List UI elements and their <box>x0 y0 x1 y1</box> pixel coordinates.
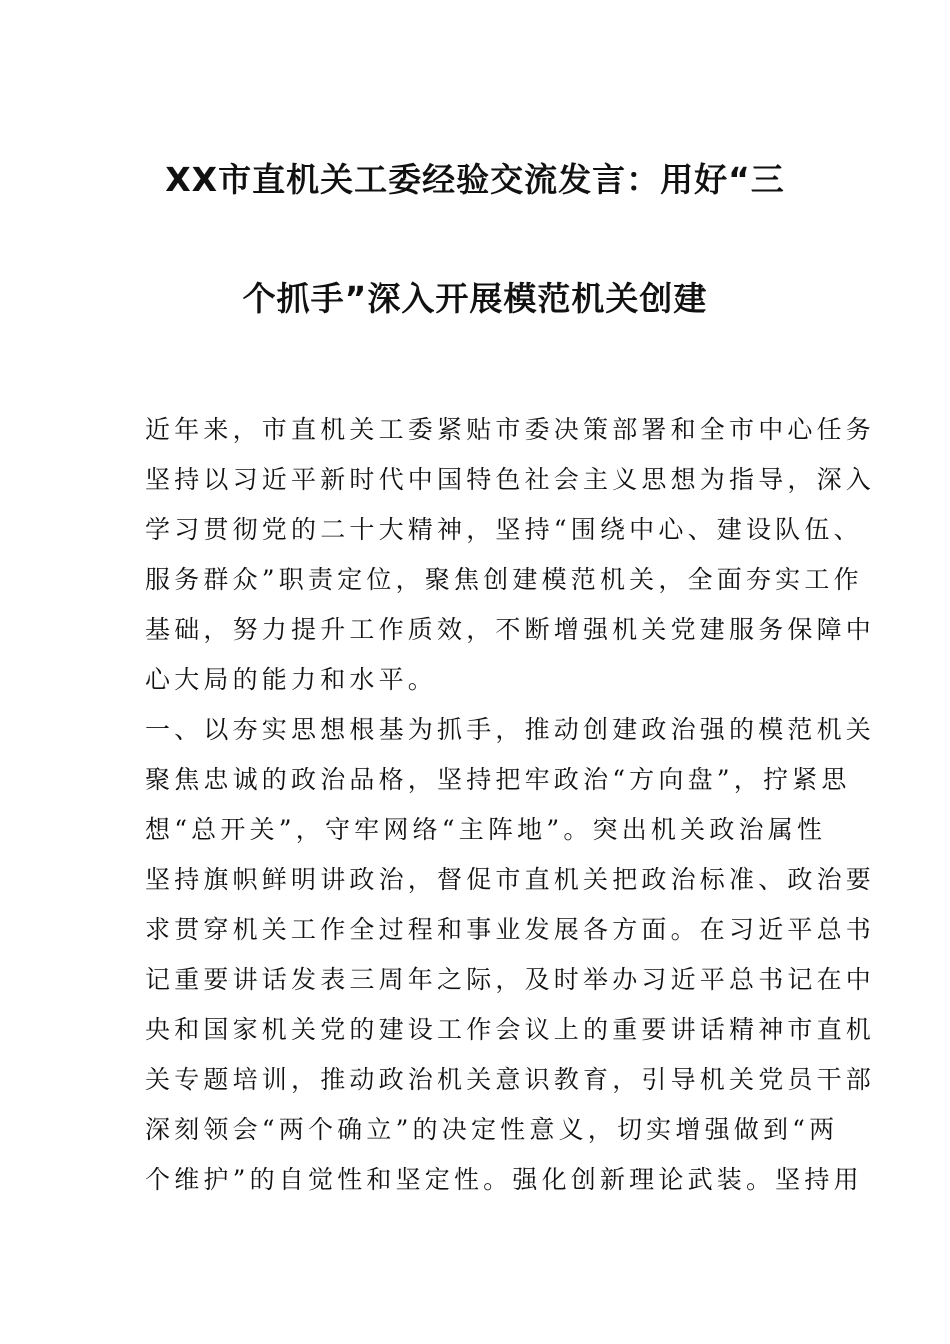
body-line: 坚持以习近平新时代中国特色社会主义思想为指导，深入 <box>145 465 876 494</box>
body-line: 求贯穿机关工作全过程和事业发展各方面。在习近平总书 <box>145 915 876 944</box>
body-line: 聚焦忠诚的政治品格，坚持把牢政治“方向盘”，拧紧思 <box>145 765 851 794</box>
body-line: 央和国家机关党的建设工作会议上的重要讲话精神市直机 <box>145 1015 876 1044</box>
body-line: 基础，努力提升工作质效，不断增强机关党建服务保障中 <box>145 615 876 644</box>
body-line: 个维护”的自觉性和坚定性。强化创新理论武装。坚持用 <box>145 1165 863 1194</box>
document-title-line-1: XX市直机关工委经验交流发言：用好“三 <box>165 160 785 199</box>
body-line: 坚持旗帜鲜明讲政治，督促市直机关把政治标准、政治要 <box>145 865 876 894</box>
body-line: 记重要讲话发表三周年之际，及时举办习近平总书记在中 <box>145 965 876 994</box>
body-line: 近年来，市直机关工委紧贴市委决策部署和全市中心任务 <box>145 415 876 444</box>
document-title-line-2: 个抓手”深入开展模范机关创建 <box>242 279 708 318</box>
body-line: 想“总开关”，守牢网络“主阵地”。突出机关政治属性 <box>145 815 827 844</box>
body-line: 心大局的能力和水平。 <box>145 665 438 694</box>
body-line: 关专题培训，推动政治机关意识教育，引导机关党员干部 <box>145 1065 876 1094</box>
body-line: 深刻领会“两个确立”的决定性意义，切实增强做到“两 <box>145 1115 839 1144</box>
section-heading: 一、以夯实思想根基为抓手，推动创建政治强的模范机关 <box>145 715 876 744</box>
body-line: 服务群众”职责定位，聚焦创建模范机关，全面夯实工作 <box>145 565 863 594</box>
body-line: 学习贯彻党的二十大精神，坚持“围绕中心、建设队伍、 <box>145 515 863 544</box>
